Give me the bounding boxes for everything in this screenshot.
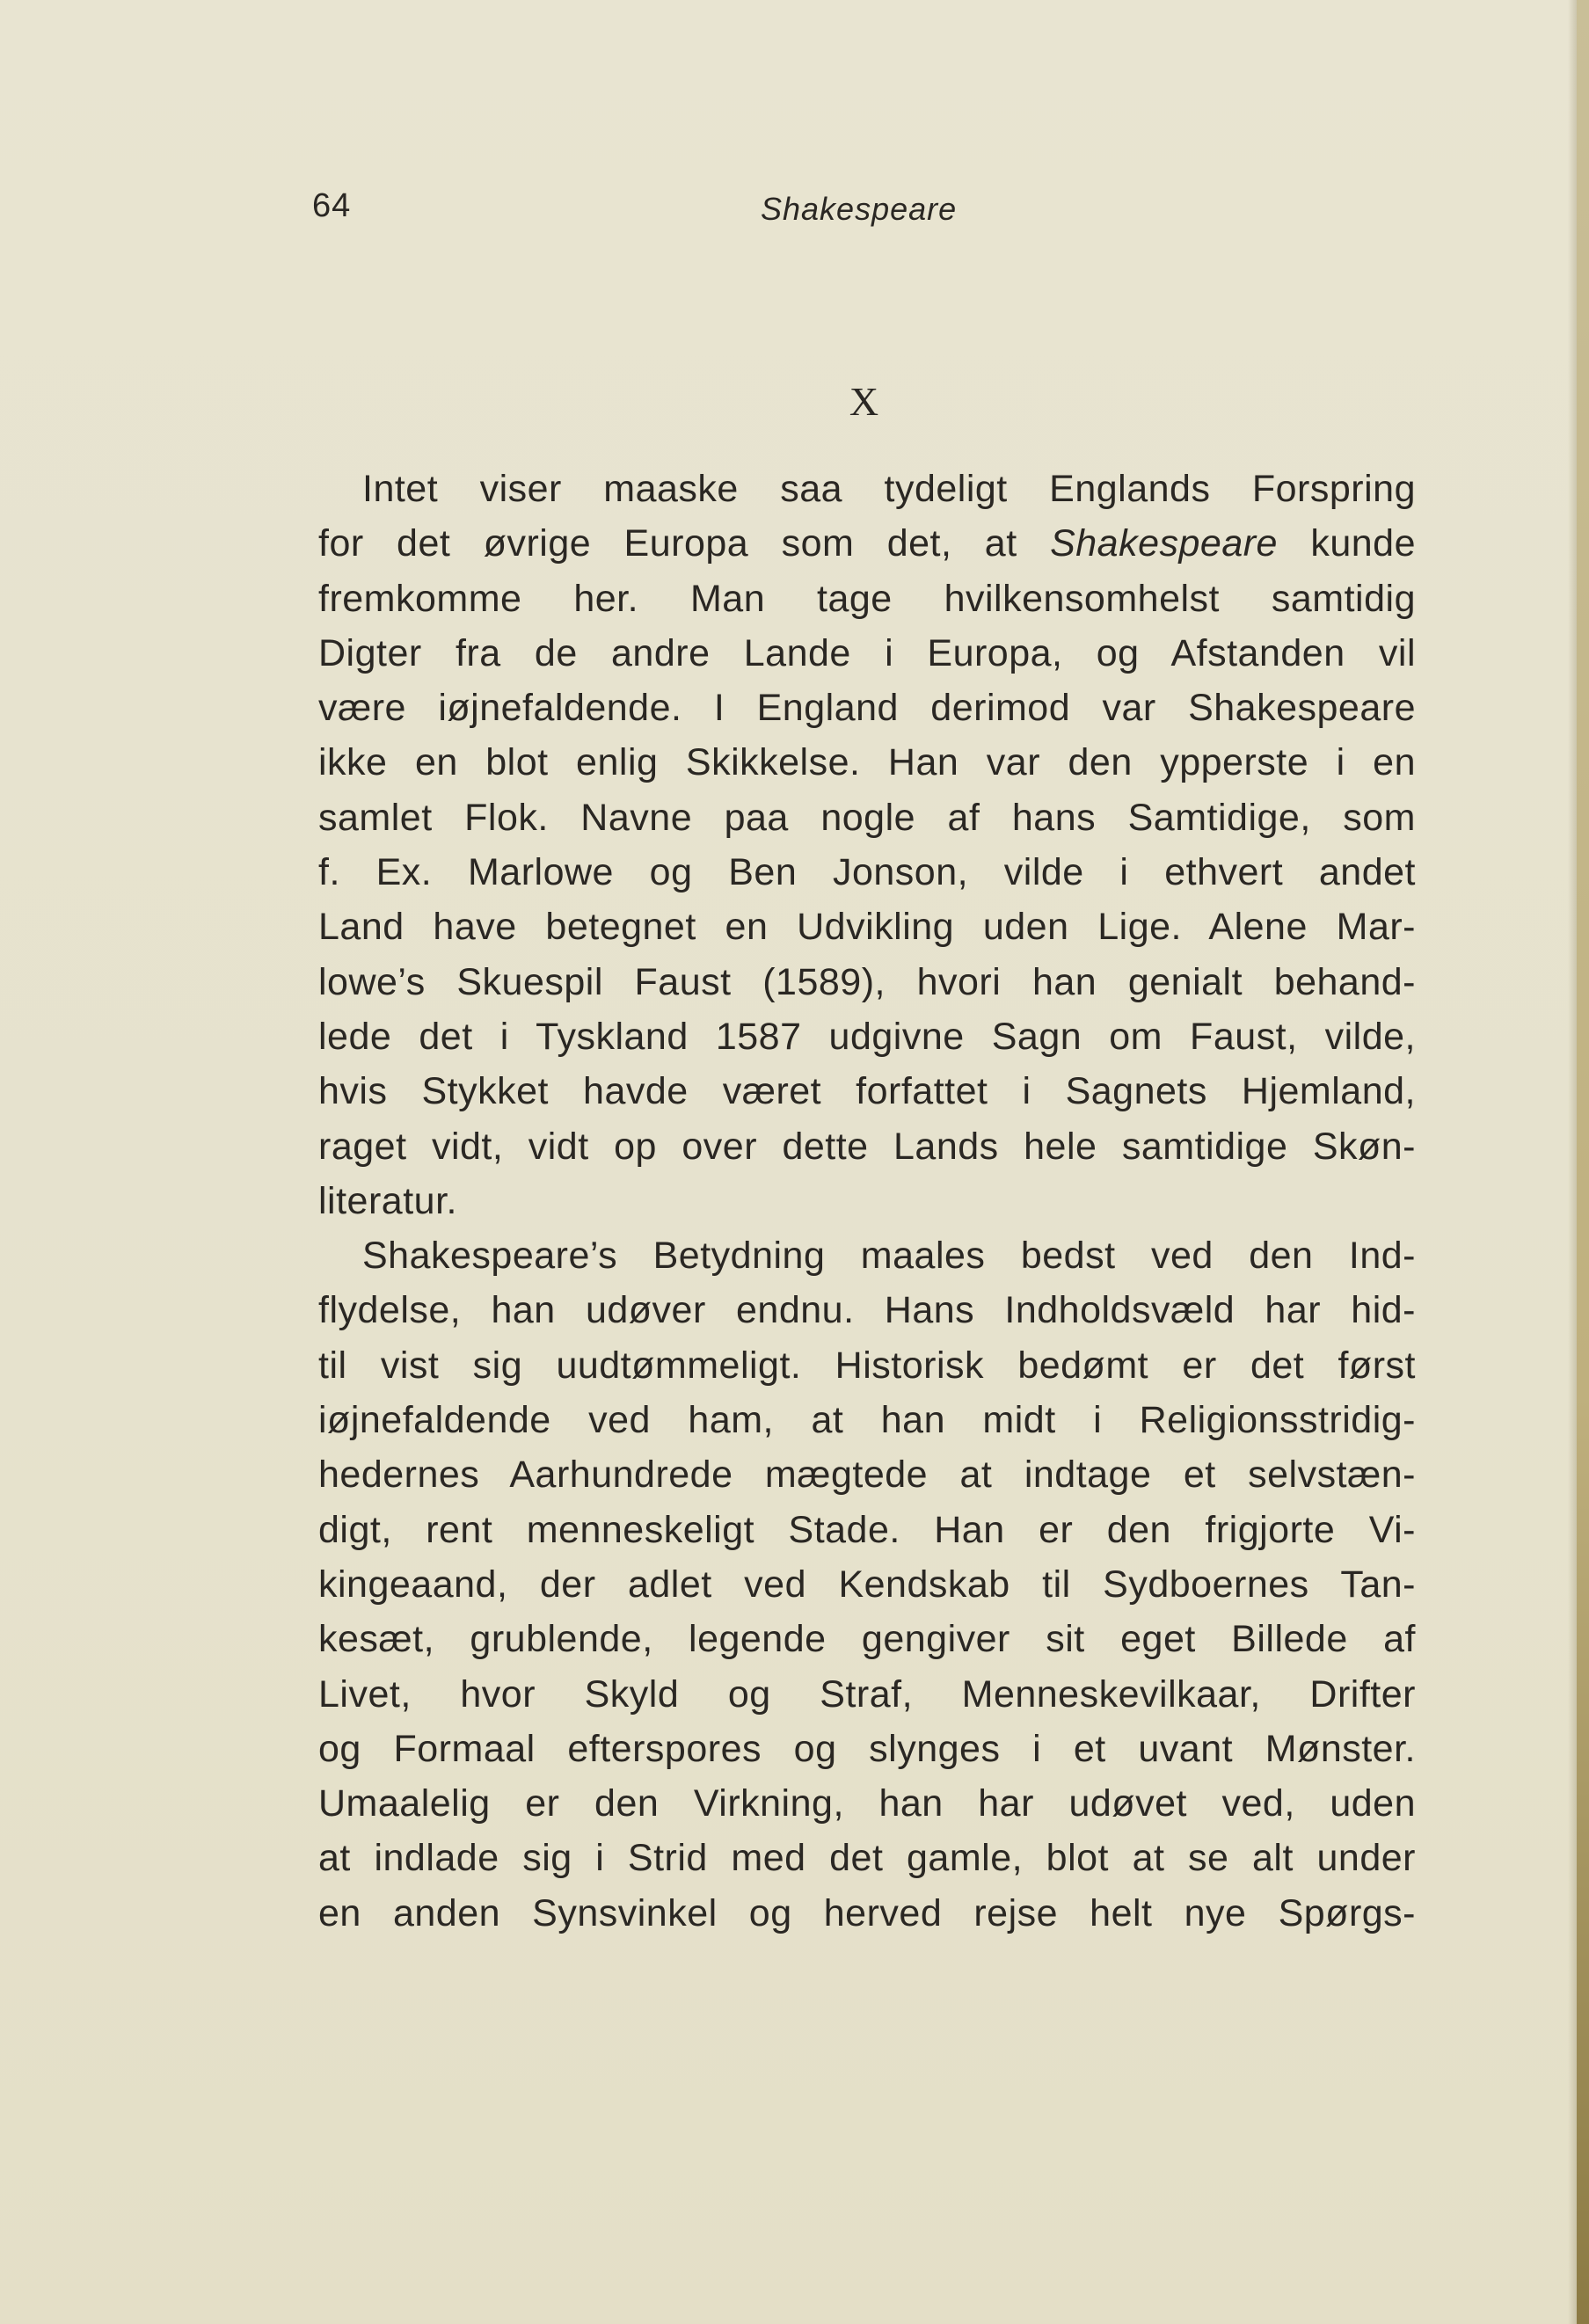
text-line: digt, rent menneskeligt Stade. Han er den frigjorte Vi- bbox=[318, 1508, 1416, 1551]
text-line: Shakespeare’s Betydning maales bedst ved den Ind- bbox=[362, 1235, 1416, 1278]
text-segment: kunde bbox=[1277, 522, 1417, 565]
text-segment: for det øvrige Europa som det, at bbox=[318, 522, 1051, 565]
text-line: ikke en blot enlig Skikkelse. Han var den ypperste i en bbox=[318, 741, 1416, 784]
text-line: Umaalelig er den Virkning, han har udøvet ved, uden bbox=[318, 1782, 1416, 1825]
text-line: samlet Flok. Navne paa nogle af hans Samtidige, som bbox=[318, 796, 1416, 839]
page-edge bbox=[1577, 0, 1589, 2324]
text-line: fremkomme her. Man tage hvilkensomhelst samtidig bbox=[318, 577, 1416, 620]
text-line: Livet, hvor Skyld og Straf, Menneskevilkaar, Drifter bbox=[318, 1672, 1416, 1716]
text-line: være iøjnefaldende. I England derimod var Shakespeare bbox=[318, 687, 1416, 730]
text-line: flydelse, han udøver endnu. Hans Indholdsvæld har hid- bbox=[318, 1289, 1416, 1332]
text-line: lede det i Tyskland 1587 udgivne Sagn om Faust, vilde, bbox=[318, 1015, 1416, 1058]
text-line bbox=[318, 516, 1416, 571]
text-line: til vist sig uudtømmeligt. Historisk bedømt er det først bbox=[318, 1344, 1416, 1387]
text-line: en anden Synsvinkel og herved rejse helt nye Spørgs- bbox=[318, 1891, 1416, 1934]
text-line: kingeaand, der adlet ved Kendskab til Sydboernes Tan- bbox=[318, 1563, 1416, 1606]
text-line: literatur. bbox=[318, 1179, 457, 1222]
chapter-heading: X bbox=[849, 379, 879, 424]
page-number: 64 bbox=[312, 187, 352, 224]
text-line: og Formaal efterspores og slynges i et uvant Mønster. bbox=[318, 1727, 1416, 1770]
text-line: hedernes Aarhundrede mægtede at indtage et selvstæn- bbox=[318, 1453, 1416, 1497]
running-header bbox=[312, 187, 1416, 240]
text-line: raget vidt, vidt op over dette Lands hele samtidige Skøn- bbox=[318, 1125, 1416, 1168]
body-text bbox=[318, 462, 1416, 1941]
text-line: at indlade sig i Strid med det gamle, blot at se alt under bbox=[318, 1837, 1416, 1880]
text-line: f. Ex. Marlowe og Ben Jonson, vilde i ethvert andet bbox=[318, 851, 1416, 894]
text-line: kesæt, grublende, legende gengiver sit eget Billede af bbox=[318, 1618, 1416, 1661]
text-line: lowe’s Skuespil Faust (1589), hvori han genialt behand- bbox=[318, 960, 1416, 1003]
italic-name: Shakespeare bbox=[1050, 522, 1278, 565]
text-line: Intet viser maaske saa tydeligt Englands Forspring bbox=[362, 468, 1416, 510]
text-line: hvis Stykket havde været forfattet i Sagnets Hjemland, bbox=[318, 1070, 1416, 1113]
gutter-shadow bbox=[1568, 0, 1577, 2324]
text-line: Land have betegnet en Udvikling uden Lige. Alene Mar- bbox=[318, 906, 1416, 949]
text-line: iøjnefaldende ved ham, at han midt i Religionsstridig- bbox=[318, 1399, 1416, 1442]
text-line: Digter fra de andre Lande i Europa, og Afstanden vil bbox=[318, 631, 1416, 674]
running-title: Shakespeare bbox=[761, 191, 958, 227]
